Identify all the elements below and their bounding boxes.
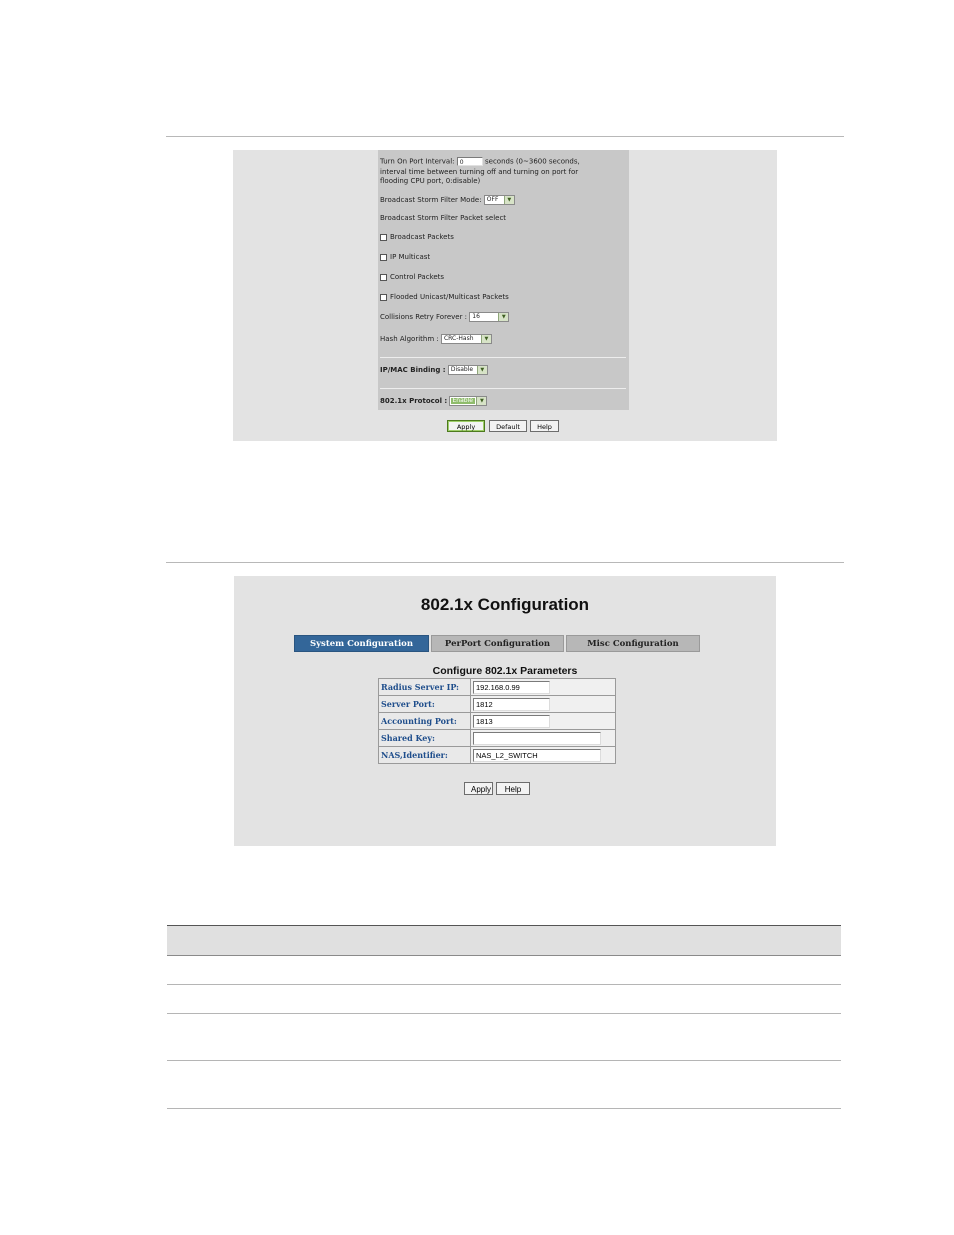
ipmac-label: IP/MAC Binding : (380, 366, 446, 374)
storm-mode-row (380, 195, 515, 206)
collisions-label: Collisions Retry Forever : (380, 313, 468, 321)
turn-on-interval-input[interactable]: 0 (457, 157, 483, 166)
section-subtitle: Configure 802.1x Parameters (432, 665, 578, 677)
nas-identifier-label: NAS,Identifier: (379, 747, 471, 764)
port-settings-form (378, 150, 629, 410)
chevron-down-icon: ▼ (504, 196, 514, 204)
table-row (167, 956, 841, 985)
checkbox-label: Flooded Unicast/Multicast Packets (390, 293, 509, 301)
checkbox[interactable] (380, 274, 387, 281)
server-port-input[interactable]: 1812 (473, 698, 550, 711)
collisions-select[interactable] (469, 312, 509, 322)
checkbox[interactable] (380, 254, 387, 261)
help-button[interactable]: Help (496, 782, 530, 795)
default-button[interactable]: Default (489, 420, 527, 432)
divider (380, 357, 626, 358)
dot1x-protocol-row (380, 396, 487, 407)
table-row (379, 679, 616, 696)
checkbox-row-control[interactable] (380, 273, 444, 283)
chevron-down-icon: ▼ (481, 335, 491, 343)
section-divider-top (166, 136, 844, 137)
checkbox-label: Control Packets (390, 273, 445, 281)
tab-misc-configuration[interactable]: Misc Configuration (566, 635, 700, 652)
chevron-down-icon: ▼ (476, 397, 486, 405)
dot1x-config-panel (234, 576, 776, 846)
accounting-port-input[interactable]: 1813 (473, 715, 550, 728)
ipmac-select[interactable] (448, 365, 488, 375)
storm-mode-value: OFF (486, 196, 499, 203)
apply-button[interactable]: Apply (464, 782, 493, 795)
ipmac-value: Disable (450, 366, 474, 373)
turn-on-interval-note: seconds (0~3600 seconds, (484, 157, 580, 166)
shared-key-input[interactable] (473, 732, 601, 745)
turn-on-interval-note-line2: interval time between turning off and turning on port for (380, 168, 579, 176)
hash-label: Hash Algorithm : (380, 335, 439, 343)
nas-identifier-input[interactable]: NAS_L2_SWITCH (473, 749, 601, 762)
turn-on-interval-row (380, 157, 580, 167)
packet-select-label: Broadcast Storm Filter Packet select (380, 214, 507, 222)
turn-on-interval-label: Turn On Port Interval: (380, 157, 455, 166)
table-header (167, 925, 841, 956)
hash-value: CRC-Hash (443, 335, 474, 342)
tab-perport-configuration[interactable]: PerPort Configuration (431, 635, 564, 652)
apply-button[interactable]: Apply (447, 420, 485, 432)
checkbox[interactable] (380, 234, 387, 241)
checkbox[interactable] (380, 294, 387, 301)
storm-mode-select[interactable] (484, 195, 515, 205)
hash-select[interactable] (441, 334, 492, 344)
table-row (379, 730, 616, 747)
port-settings-panel (233, 150, 777, 441)
page-title: 802.1x Configuration (420, 595, 590, 614)
accounting-port-label: Accounting Port: (379, 713, 471, 730)
radius-server-ip-label: Radius Server IP: (379, 679, 471, 696)
table-row (379, 747, 616, 764)
dot1x-protocol-label: 802.1x Protocol : (380, 397, 448, 405)
turn-on-interval-note-line3: flooding CPU port, 0:disable) (380, 177, 481, 185)
tab-system-configuration[interactable]: System Configuration (294, 635, 429, 652)
help-button[interactable]: Help (530, 420, 559, 432)
checkbox-row-ip-multicast[interactable] (380, 253, 430, 263)
chevron-down-icon: ▼ (498, 313, 508, 321)
table-row (167, 985, 841, 1014)
table-row (167, 1014, 841, 1061)
checkbox-row-broadcast[interactable] (380, 233, 454, 243)
collisions-value: 16 (472, 313, 480, 320)
radius-server-ip-input[interactable]: 192.168.0.99 (473, 681, 550, 694)
parameters-table (378, 678, 616, 764)
shared-key-label: Shared Key: (379, 730, 471, 747)
chevron-down-icon: ▼ (477, 366, 487, 374)
hash-row (380, 334, 492, 345)
section-divider-middle (166, 562, 844, 563)
storm-mode-label: Broadcast Storm Filter Mode: (380, 196, 482, 204)
dot1x-protocol-value: Enable (451, 398, 475, 404)
dot1x-protocol-select[interactable] (449, 396, 487, 406)
divider (380, 388, 626, 389)
table-row (167, 1061, 841, 1109)
checkbox-label: IP Multicast (390, 253, 431, 261)
checkbox-row-flooded[interactable] (380, 293, 509, 303)
table-row (379, 713, 616, 730)
checkbox-label: Broadcast Packets (390, 233, 454, 241)
server-port-label: Server Port: (379, 696, 471, 713)
description-table (167, 925, 841, 1109)
collisions-row (380, 312, 509, 323)
table-row (379, 696, 616, 713)
ipmac-row (380, 365, 488, 376)
